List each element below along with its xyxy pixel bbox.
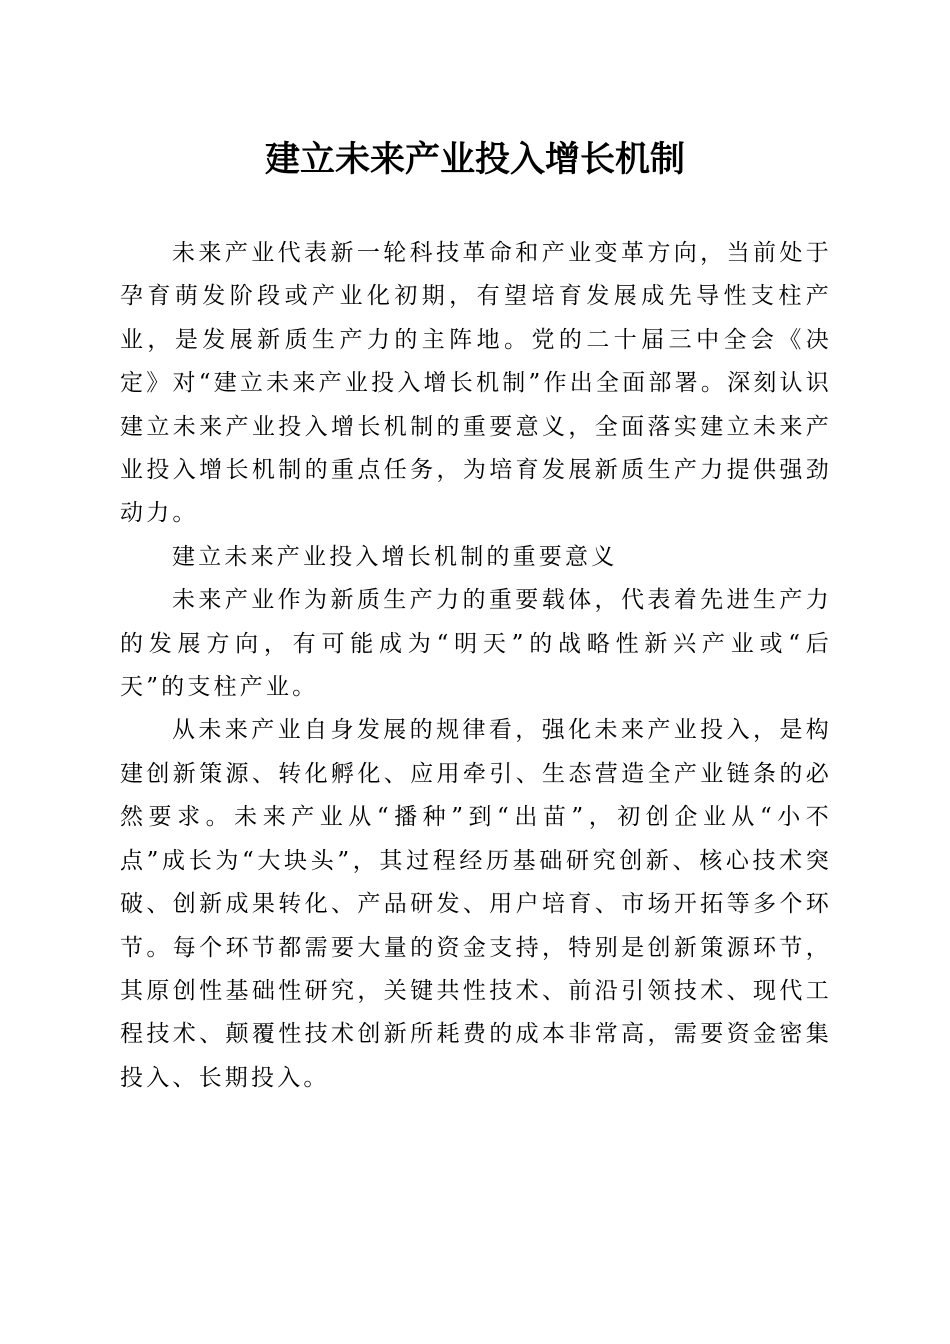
document-title: 建立未来产业投入增长机制 <box>264 139 685 180</box>
document-body <box>120 232 832 1100</box>
paragraph-intro: 未来产业代表新一轮科技革命和产业变革方向，当前处于孕育萌发阶段或产业化初期，有望培育发展成先导性支柱产业，是发展新质生产力的主阵地。党的二十届三中全会《决定》对“建立未来产业投入增长机制”作出全面部署。深刻认识建立未来产业投入增长机制的重要意义，全面落实建立未来产业投入增长机制的重点任务，为培育发展新质生产力提供强劲动力。 <box>120 240 832 527</box>
section-heading: 建立未来产业投入增长机制的重要意义 <box>172 543 618 570</box>
paragraph-significance: 未来产业作为新质生产力的重要载体，代表着先进生产力的发展方向，有可能成为“明天”的战略性新兴产业或“后天”的支柱产业。 <box>120 587 832 701</box>
paragraph-development-law: 从未来产业自身发展的规律看，强化未来产业投入，是构建创新策源、转化孵化、应用牵引、生态营造全产业链条的必然要求。未来产业从“播种”到“出苗”，初创企业从“小不点”成长为“大块头”，其过程经历基础研究创新、核心技术突破、创新成果转化、产品研发、用户培育、市场开拓等多个环节。每个环节都需要大量的资金支持，特别是创新策源环节，其原创性基础性研究，关键共性技术、前沿引领技术、现代工程技术、颠覆性技术创新所耗费的成本非常高，需要资金密集投入、长期投入。 <box>120 717 832 1091</box>
